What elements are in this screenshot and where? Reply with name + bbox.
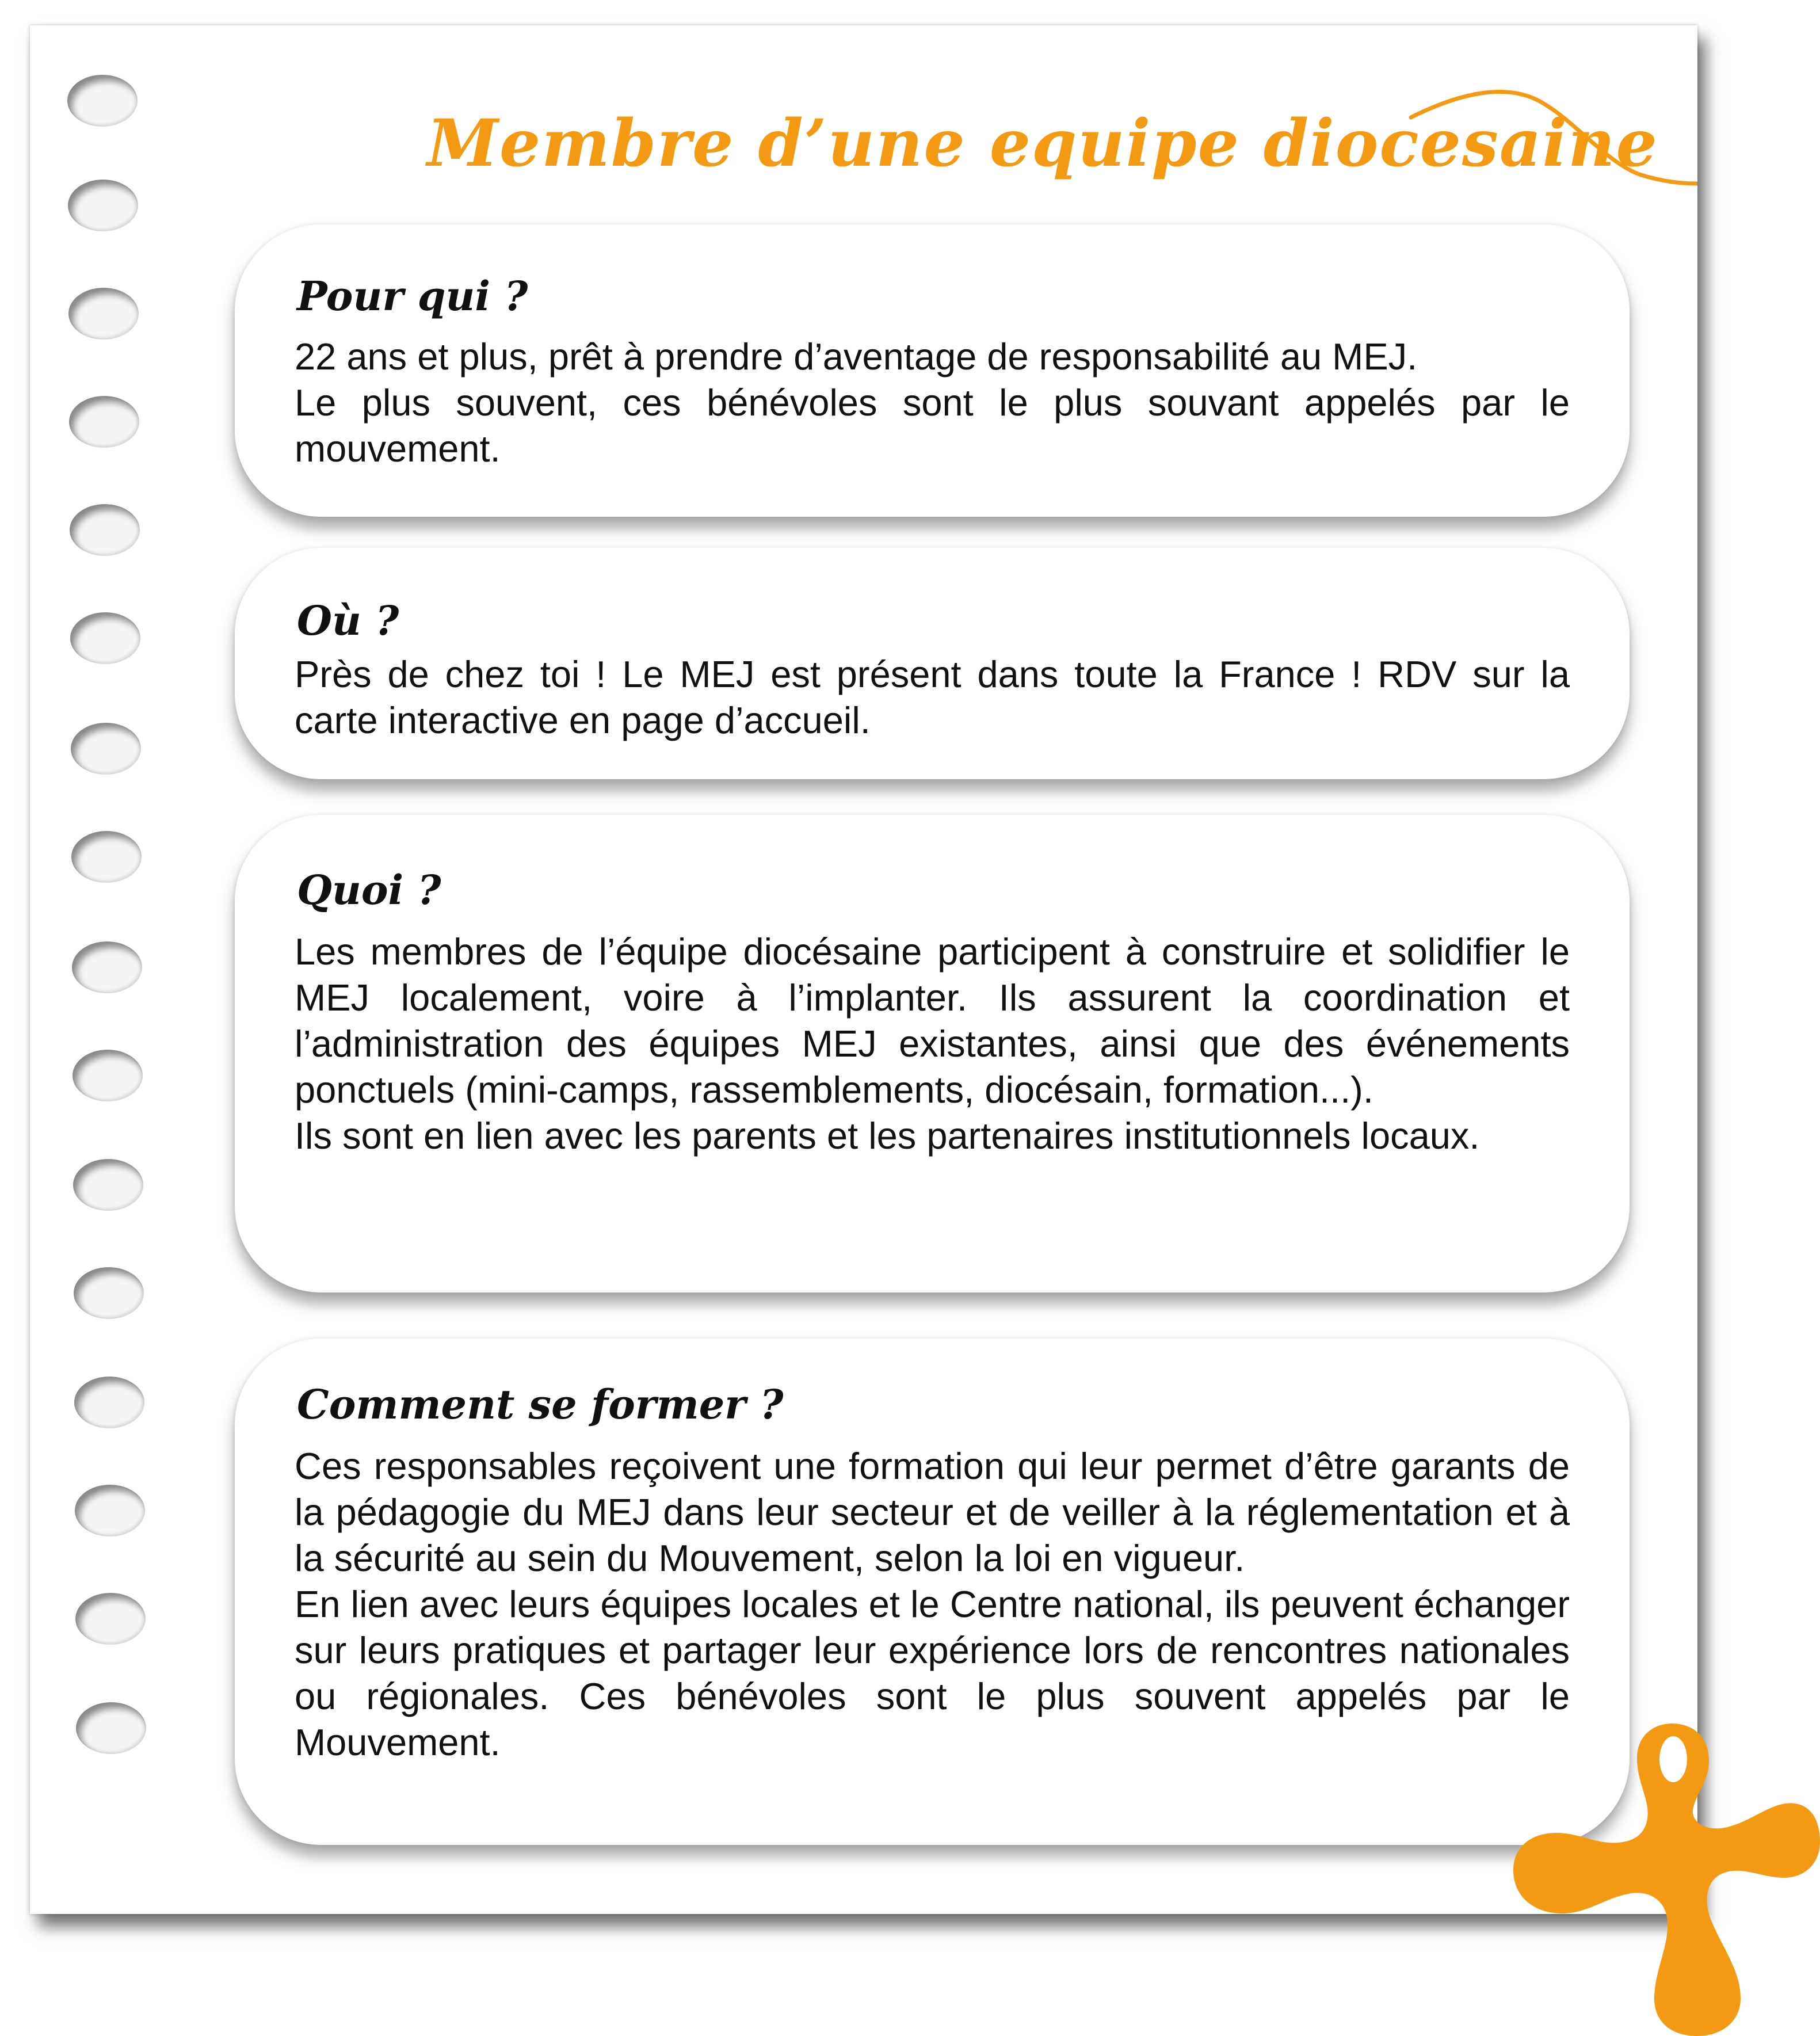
binding-hole xyxy=(74,1267,144,1319)
section-card-pour-qui xyxy=(235,224,1630,517)
binding-hole xyxy=(72,941,142,993)
binding-hole xyxy=(74,1377,144,1428)
section-heading: Où ? xyxy=(297,597,399,645)
binding-hole xyxy=(68,288,139,340)
notebook-page xyxy=(30,25,1697,1914)
binding-hole xyxy=(71,723,141,775)
section-card-ou xyxy=(235,548,1630,779)
binding-hole xyxy=(75,1485,145,1536)
binding-hole xyxy=(75,1593,146,1645)
binding-hole xyxy=(70,612,140,664)
section-body: Les membres de l’équipe diocésaine participent à construire et solidifier le MEJ localement, voire à l’implanter. Ils assurent la coordination et l’administration des équipes MEJ existantes, ainsi que des événements ponctuels (mini-camps, rassemblements, diocésain, formation...). Ils sont en lien avec les parents et les partenaires institutionnels locaux. xyxy=(295,931,1570,1157)
section-body: Près de chez toi ! Le MEJ est présent dans toute la France ! RDV sur la carte interactive en page d’accueil. xyxy=(295,653,1570,741)
binding-holes xyxy=(30,25,203,1914)
section-body: 22 ans et plus, prêt à prendre d’aventage de responsabilité au MEJ. Le plus souvent, ces bénévoles sont le plus souvant appelés par le mouvement. xyxy=(295,335,1570,470)
binding-hole xyxy=(73,1050,143,1101)
binding-hole xyxy=(71,831,142,883)
section-body: Ces responsables reçoivent une formation qui leur permet d’être garants de la pédagogie du MEJ dans leur secteur et de veiller à la réglementation et à la sécurité au sein du Mouvement, selon la loi en vigueur. En lien avec leurs équipes locales et le Centre national, ils peuvent échanger sur leurs pratiques et partager leur expérience lors de rencontres nationales ou régionales. Ces bénévoles sont le plus souvent appelés par le Mouvement. xyxy=(295,1445,1570,1763)
binding-hole xyxy=(70,504,140,556)
binding-hole xyxy=(69,396,139,448)
orange-cross-icon xyxy=(1513,1724,1820,2036)
binding-hole xyxy=(73,1159,143,1211)
binding-hole xyxy=(68,180,138,231)
page-title: Membre d’une equipe diocesaine xyxy=(427,106,1658,181)
section-card-quoi xyxy=(235,815,1630,1292)
section-card-comment-se-former xyxy=(235,1339,1630,1845)
section-heading: Pour qui ? xyxy=(297,272,528,320)
section-heading: Comment se former ? xyxy=(297,1381,784,1428)
binding-hole xyxy=(76,1702,146,1754)
section-heading: Quoi ? xyxy=(297,866,441,914)
binding-hole xyxy=(67,75,138,127)
